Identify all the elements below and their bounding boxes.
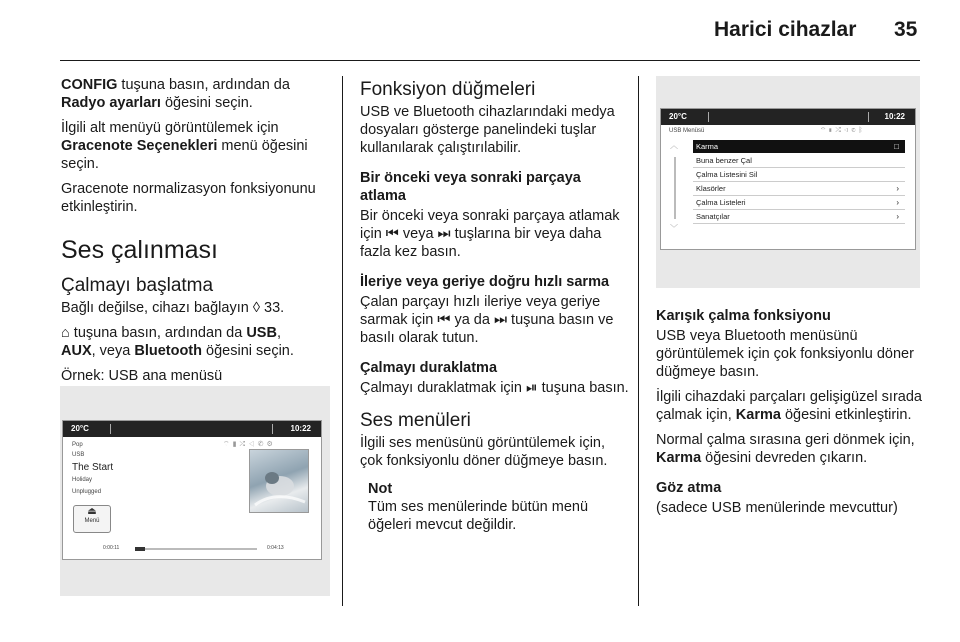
bold-term: Karma: [735, 407, 781, 423]
section-heading: Ses çalınması: [61, 236, 219, 264]
chevron-right-icon: ›: [896, 198, 899, 207]
info-line: Pop: [72, 442, 83, 448]
menu-item-karma[interactable]: [693, 140, 905, 153]
menu-title: USB Menüsü: [669, 128, 705, 134]
menu-button[interactable]: [73, 505, 111, 533]
note-box: [368, 480, 630, 534]
text: ,: [276, 325, 281, 341]
topic-heading: Karışık çalma fonksiyonu: [656, 308, 831, 324]
column-3: [656, 307, 926, 524]
signal-icon: ▮: [232, 441, 240, 448]
track-title: The Start: [72, 462, 114, 473]
bluetooth-icon: ᛒ: [858, 127, 866, 134]
mute-icon: ◁: [248, 441, 258, 448]
previous-track-icon: ⏮: [437, 312, 451, 328]
text: öğesini seçin.: [160, 95, 253, 111]
status-icons: [223, 440, 276, 449]
phone-icon: ✆: [851, 127, 859, 134]
text: tuşuna basın, ardından da: [117, 77, 290, 93]
menu-item-similar[interactable]: [693, 154, 905, 168]
wifi-icon: ⌔: [821, 127, 829, 134]
previous-track-icon: ⏮: [385, 226, 399, 242]
paragraph: İlgili ses menüsünü görüntülemek için, çok fonksiyonlu döner düğmeye basın.: [360, 435, 608, 469]
text: İlgili alt menüyü görüntülemek için: [61, 120, 279, 136]
album-art-image: [250, 450, 308, 512]
info-line: Holiday: [72, 477, 93, 483]
menu-item-label: Sanatçılar: [696, 212, 730, 221]
column-divider: [638, 76, 639, 606]
paragraph: [61, 324, 331, 360]
paragraph: [61, 119, 331, 173]
text: öğesini etkinleştirin.: [780, 407, 912, 423]
next-track-icon: ⏭: [493, 312, 508, 328]
separator: [868, 112, 869, 122]
note-text: Tüm ses menülerinde bütün menü öğeleri mevcut değildir.: [368, 499, 589, 533]
separator: [110, 424, 111, 434]
topic-heading: Çalmayı duraklatma: [360, 360, 498, 376]
scroll-up-icon[interactable]: ︿: [670, 141, 678, 150]
phone-icon: ✆: [257, 441, 267, 448]
text: veya: [398, 226, 438, 242]
column-1: [61, 76, 331, 392]
status-icons: [821, 127, 866, 135]
paragraph: [360, 379, 630, 397]
play-pause-icon: ⏯: [526, 380, 538, 396]
next-track-icon: ⏭: [437, 226, 451, 242]
subsection-heading: Ses menüleri: [360, 410, 471, 431]
column-divider: [342, 76, 343, 606]
menu-button-label: Menü: [84, 518, 100, 524]
paragraph: [61, 76, 331, 112]
device-screen: [62, 420, 322, 560]
text: tuşuna basın, ardından da: [69, 325, 247, 341]
signal-icon: ▮: [828, 127, 836, 134]
progress-track: [135, 548, 257, 550]
bold-term: Bluetooth: [134, 343, 202, 359]
device-screen: [660, 108, 916, 250]
text: tuşlarına bir veya daha fazla kez basın.: [360, 226, 602, 260]
page-number: 35: [894, 18, 918, 41]
settings-icon: ⚙: [266, 441, 276, 448]
menu-item-artists[interactable]: [693, 210, 905, 224]
paragraph: [656, 388, 926, 424]
info-line: USB: [72, 452, 85, 458]
text: Çalmayı duraklatmak için: [360, 380, 526, 396]
info-line: Unplugged: [72, 489, 102, 495]
bold-term: CONFIG: [61, 77, 118, 93]
header-rule: [60, 60, 920, 61]
paragraph: [360, 207, 630, 261]
paragraph: Bağlı değilse, cihazı bağlayın ◊ 33.: [61, 300, 285, 316]
home-icon: ⌂: [61, 325, 70, 341]
separator: [708, 112, 709, 122]
menu-item-folders[interactable]: [693, 182, 905, 196]
bold-term: Karma: [656, 450, 702, 466]
menu-list: [693, 140, 905, 235]
page-header-title: Harici cihazlar: [714, 18, 857, 41]
paragraph: [656, 431, 926, 467]
chevron-right-icon: ›: [896, 212, 899, 221]
bold-term: Radyo ayarları: [61, 95, 161, 111]
menu-item-label: Karma: [696, 142, 719, 151]
bold-term: USB: [246, 325, 277, 341]
text: tuşuna basın ve basılı olarak tutun.: [360, 312, 614, 346]
clock-readout: 10:22: [290, 424, 311, 433]
topic-heading: Göz atma: [656, 480, 722, 496]
text: Çalan parçayı hızlı ileriye veya geriye sarmak için: [360, 294, 601, 328]
status-bar: [63, 421, 321, 437]
progress-fill: [135, 547, 145, 551]
figure-caption: Örnek: USB ana menüsü: [61, 368, 223, 384]
chevron-right-icon: ›: [896, 184, 899, 193]
menu-item-label: Çalma Listesini Sil: [696, 170, 758, 179]
text: İlgili cihazdaki parçaları gelişigüzel sırada çalmak için,: [656, 389, 922, 423]
clock-readout: 10:22: [884, 112, 905, 121]
subsection-heading: Çalmayı başlatma: [61, 275, 214, 296]
text: Bir önceki veya sonraki parçaya atlamak için: [360, 208, 620, 242]
shuffle-icon: ⤮: [239, 441, 249, 448]
usb-menu-figure: [656, 76, 920, 288]
usb-main-menu-figure: [60, 386, 330, 596]
separator: [272, 424, 273, 434]
scrollbar-track[interactable]: [674, 157, 676, 219]
text: , veya: [91, 343, 135, 359]
elapsed-time: 0:00:11: [103, 545, 120, 551]
text: tuşuna basın.: [537, 380, 629, 396]
scroll-down-icon[interactable]: ﹀: [670, 224, 678, 233]
mute-icon: ◁: [844, 127, 852, 134]
column-2: [360, 76, 630, 534]
topic-heading: İleriye veya geriye doğru hızlı sarma: [360, 274, 610, 290]
menu-item-label: Klasörler: [696, 184, 726, 193]
topic-heading: Bir önceki veya sonraki parçaya atlama: [360, 170, 581, 204]
bold-term: AUX: [61, 343, 92, 359]
menu-item-label: Çalma Listeleri: [696, 198, 746, 207]
text: öğesini devreden çıkarın.: [701, 450, 868, 466]
menu-item-label: Buna benzer Çal: [696, 156, 752, 165]
paragraph: USB ve Bluetooth cihazlarındaki medya dosyaları gösterge panelindeki tuşlar kullanılarak çalıştırılabilir.: [360, 104, 615, 156]
album-art: [249, 449, 309, 513]
text: Normal çalma sırasına geri dönmek için,: [656, 432, 915, 448]
text: öğesini seçin.: [202, 343, 294, 359]
bold-term: Gracenote Seçenekleri: [61, 138, 218, 154]
note-title: Not: [368, 481, 393, 497]
status-bar: [661, 109, 915, 125]
temperature-readout: 20°C: [669, 112, 687, 121]
total-time: 0:04:13: [267, 545, 284, 551]
paragraph: Gracenote normalizasyon fonksiyonunu etkinleştirin.: [61, 181, 316, 215]
text: menü öğesini seçin.: [61, 138, 308, 172]
paragraph: [360, 293, 630, 347]
subsection-heading: Fonksiyon düğmeleri: [360, 79, 536, 100]
menu-item-playlists[interactable]: [693, 196, 905, 210]
paragraph: USB veya Bluetooth menüsünü görüntülemek için çok fonksiyonlu döner düğmeye basın.: [656, 328, 914, 380]
paragraph: (sadece USB menülerinde mevcuttur): [656, 500, 898, 516]
shuffle-icon: ⤮: [835, 127, 845, 134]
temperature-readout: 20°C: [71, 424, 89, 433]
checkbox-icon: □: [894, 142, 899, 151]
wifi-icon: ⌔: [223, 441, 233, 448]
menu-icon: ⏏: [87, 506, 97, 517]
menu-item-delete-playlist[interactable]: [693, 168, 905, 182]
text: ya da: [450, 312, 494, 328]
